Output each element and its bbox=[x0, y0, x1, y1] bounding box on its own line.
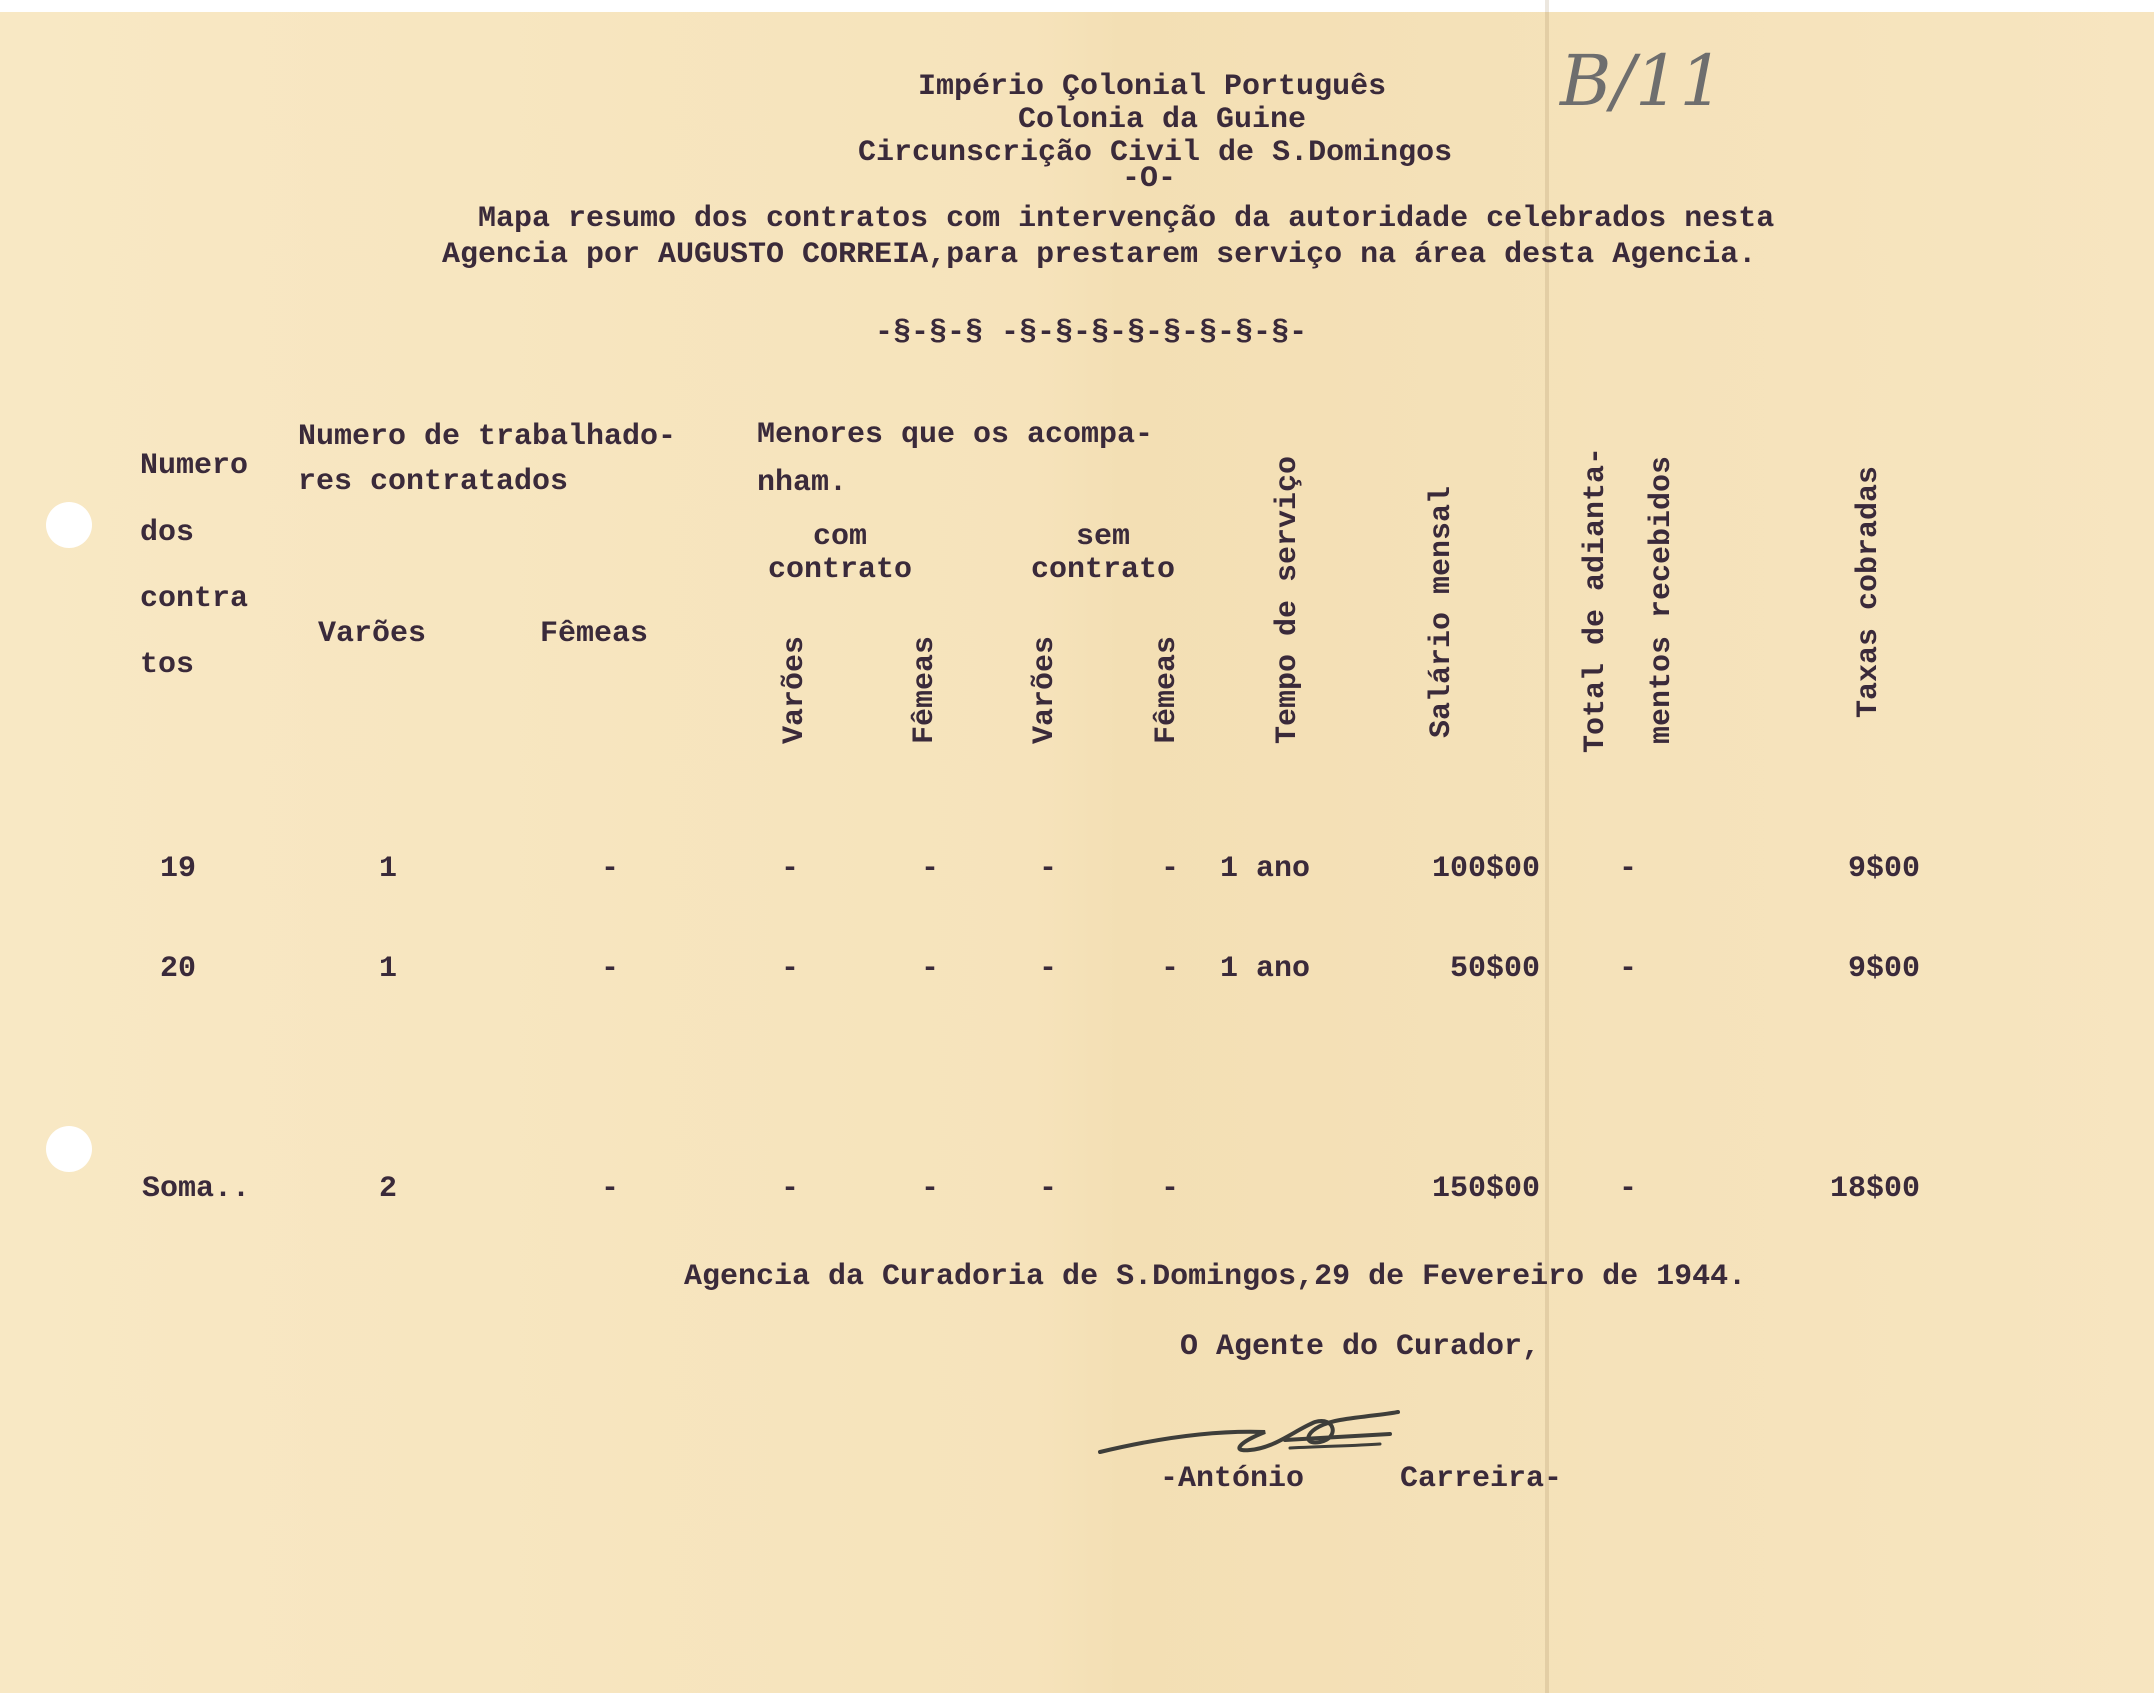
row1-com-femeas: - bbox=[920, 852, 939, 886]
row2-numero: 20 bbox=[159, 952, 196, 986]
total-sem-femeas: - bbox=[1160, 1172, 1179, 1206]
row2-femeas: - bbox=[600, 952, 619, 986]
row1-adiant: - bbox=[1618, 852, 1637, 886]
header-sem-femeas: Fêmeas bbox=[1150, 635, 1184, 745]
header-com-2: contrato bbox=[767, 553, 913, 587]
total-taxas: 18$00 bbox=[1829, 1172, 1920, 1206]
header-sem-1: sem bbox=[1075, 520, 1130, 554]
intro-line-2: Agencia por AUGUSTO CORREIA,para prestarem serviço na área desta Agencia. bbox=[442, 238, 1757, 272]
row1-salario: 100$00 bbox=[1431, 852, 1540, 886]
header-com-1: com bbox=[812, 520, 867, 554]
header-taxas: Taxas cobradas bbox=[1852, 465, 1886, 719]
header-numero-3: contra bbox=[140, 582, 249, 616]
signatory-role: O Agente do Curador, bbox=[1180, 1330, 1541, 1364]
header-numero-4: tos bbox=[140, 648, 195, 682]
row1-sem-varoes: - bbox=[1038, 852, 1057, 886]
row2-sem-varoes: - bbox=[1038, 952, 1057, 986]
total-adiant: - bbox=[1618, 1172, 1637, 1206]
total-varoes: 2 bbox=[378, 1172, 397, 1206]
header-divider: -O- bbox=[1122, 162, 1177, 196]
section-separator: -§-§-§ -§-§-§-§-§-§-§-§- bbox=[875, 316, 1308, 350]
header-circumscription: Circunscrição Civil de S.Domingos bbox=[858, 136, 1453, 170]
row1-taxas: 9$00 bbox=[1847, 852, 1920, 886]
header-adiant-2: mentos recebidos bbox=[1645, 455, 1679, 745]
header-sem-2: contrato bbox=[1030, 553, 1176, 587]
total-com-varoes: - bbox=[780, 1172, 799, 1206]
row1-com-varoes: - bbox=[780, 852, 799, 886]
total-com-femeas: - bbox=[920, 1172, 939, 1206]
row1-tempo: 1 ano bbox=[1220, 852, 1311, 886]
signatory-last-name: Carreira- bbox=[1400, 1462, 1563, 1496]
header-adiant-1: Total de adianta- bbox=[1579, 446, 1613, 754]
header-menores-2: nham. bbox=[757, 466, 848, 500]
row2-com-varoes: - bbox=[780, 952, 799, 986]
header-menores-1: Menores que os acompa- bbox=[757, 418, 1154, 452]
header-trabalhadores-1: Numero de trabalhado- bbox=[298, 420, 677, 454]
header-numero-1: Numero bbox=[140, 449, 249, 483]
row2-sem-femeas: - bbox=[1160, 952, 1179, 986]
row2-tempo: 1 ano bbox=[1220, 952, 1311, 986]
scan-border bbox=[0, 0, 2154, 12]
archive-reference: B/11 bbox=[1560, 40, 1725, 122]
row2-com-femeas: - bbox=[920, 952, 939, 986]
header-empire: Império Çolonial Português bbox=[918, 70, 1387, 104]
signatory-first-name: -António bbox=[1160, 1462, 1305, 1496]
row2-salario: 50$00 bbox=[1449, 952, 1540, 986]
header-numero-2: dos bbox=[140, 516, 195, 550]
place-date: Agencia da Curadoria de S.Domingos,29 de Fevereiro de 1944. bbox=[684, 1260, 1747, 1294]
header-colony: Colonia da Guine bbox=[1018, 103, 1307, 137]
header-tempo: Tempo de serviço bbox=[1271, 455, 1305, 745]
row1-numero: 19 bbox=[159, 852, 196, 886]
row1-sem-femeas: - bbox=[1160, 852, 1179, 886]
punch-hole-top bbox=[46, 502, 92, 548]
row1-varoes: 1 bbox=[378, 852, 397, 886]
row1-femeas: - bbox=[600, 852, 619, 886]
header-com-femeas: Fêmeas bbox=[908, 635, 942, 745]
header-salario: Salário mensal bbox=[1425, 485, 1459, 739]
total-salario: 150$00 bbox=[1431, 1172, 1540, 1206]
handwritten-signature bbox=[1090, 1390, 1410, 1470]
intro-line-1: Mapa resumo dos contratos com intervenção da autoridade celebrados nesta bbox=[478, 202, 1775, 236]
punch-hole-bottom bbox=[46, 1126, 92, 1172]
header-com-varoes: Varões bbox=[778, 635, 812, 745]
total-label: Soma.. bbox=[142, 1172, 251, 1206]
row2-adiant: - bbox=[1618, 952, 1637, 986]
header-trabalhadores-2: res contratados bbox=[298, 465, 569, 499]
total-sem-varoes: - bbox=[1038, 1172, 1057, 1206]
header-trab-femeas: Fêmeas bbox=[540, 617, 649, 651]
total-femeas: - bbox=[600, 1172, 619, 1206]
header-sem-varoes: Varões bbox=[1028, 635, 1062, 745]
row2-varoes: 1 bbox=[378, 952, 397, 986]
row2-taxas: 9$00 bbox=[1847, 952, 1920, 986]
header-trab-varoes: Varões bbox=[318, 617, 427, 651]
